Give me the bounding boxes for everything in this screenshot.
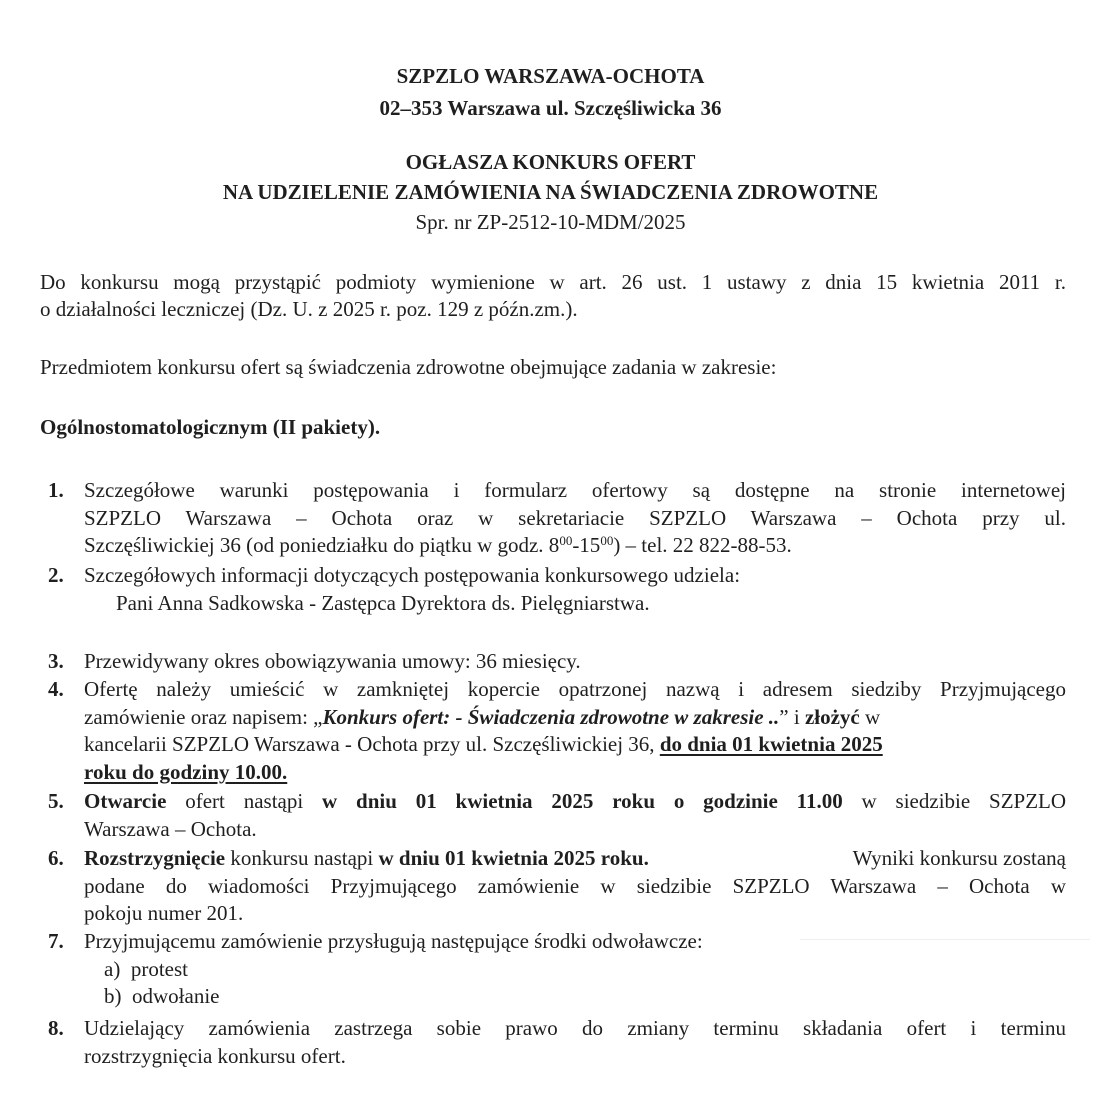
org-address: 02–353 Warszawa ul. Szczęśliwicka 36 (379, 96, 722, 120)
item-4-line3: kancelarii SZPZLO Warszawa - Ochota przy ul. Szczęśliwickiej 36, do dnia 01 kwietnia 2025 (84, 732, 883, 756)
deadline-date: do dnia 01 kwietnia 2025 (659, 732, 883, 756)
notice-title-line1: OGŁASZA KONKURS OFERT (405, 150, 696, 174)
sub-item-b: b) odwołanie (104, 984, 220, 1008)
item-number: 6. (48, 846, 64, 870)
eligibility-line2: o działalności leczniczej (Dz. U. z 2025 r. poz. 129 z późn.zm.). (40, 297, 578, 321)
item-5-line2: Warszawa – Ochota. (84, 816, 257, 841)
envelope-label: Konkurs ofert: - Świadczenia zdrowotne w zakresie .. (322, 704, 780, 729)
item-6-line2: podane do wiadomości Przyjmującego zamówienie w siedzibie SZPZLO Warszawa – Ochota w (84, 873, 1066, 898)
deadline-time: roku do godziny 10.00. (84, 759, 288, 784)
eligibility-paragraph (40, 269, 1066, 323)
case-number: Spr. nr ZP-2512-10-MDM/2025 (415, 210, 686, 234)
item-4-line1: Ofertę należy umieścić w zamkniętej kopercie opatrzonej nazwą i adresem siedziby Przyjmującego (84, 677, 1066, 701)
item-4-line4 (84, 759, 1066, 787)
item-number: 2. (48, 563, 64, 587)
item-3-line1: Przewidywany okres obowiązywania umowy: 36 miesięcy. (84, 649, 581, 673)
item-6-line3: pokoju numer 201. (84, 901, 244, 925)
item-5-line1: Otwarcie ofert nastąpi w dniu 01 kwietnia 2025 roku o godzinie 11.00 w siedzibie SZPZLO (84, 789, 1067, 813)
notice-title-line2: NA UDZIELENIE ZAMÓWIENIA NA ŚWIADCZENIA ZDROWOTNE (222, 180, 879, 204)
opening-date: w dniu 01 kwietnia 2025 roku o godzinie 11.00 (322, 789, 843, 813)
item-1-line1: Szczegółowe warunki postępowania i formularz ofertowy są dostępne na stronie internetowej (84, 478, 1066, 502)
item-number: 1. (48, 478, 64, 502)
resolution-date: w dniu 01 kwietnia 2025 roku. (378, 846, 649, 870)
item-4-line2: zamówienie oraz napisem: „Konkurs ofert: - Świadczenia zdrowotne w zakresie ..” i złożyć w (84, 704, 881, 729)
org-name: SZPZLO WARSZAWA-OCHOTA (396, 64, 705, 88)
item-1-line2: SZPZLO Warszawa – Ochota oraz w sekretariacie SZPZLO Warszawa – Ochota przy ul. (84, 505, 1066, 530)
item-1-line3: Szczęśliwickiej 36 (od poniedziałku do piątku w godz. $8^{00}-15^{00}$) – tel. 22 822-88-53. (84, 533, 792, 557)
item-2-line1: Szczegółowych informacji dotyczących postępowania konkursowego udziela: (84, 563, 741, 587)
item-number: 3. (48, 649, 64, 673)
item-8-line2: rozstrzygnięcia konkursu ofert. (84, 1043, 346, 1068)
item-number: 4. (48, 677, 64, 701)
eligibility-line1: Do konkursu mogą przystąpić podmioty wymienione w art. 26 ust. 1 ustawy z dnia 15 kwietnia 2011 r. (40, 270, 1066, 294)
item-8-line1: Udzielający zamówienia zastrzega sobie prawo do zmiany terminu składania ofert i terminu (84, 1016, 1066, 1040)
contact-person: Pani Anna Sadkowska - Zastępca Dyrektora ds. Pielęgniarstwa. (116, 590, 650, 615)
item-6-line1: Rozstrzygnięcie konkursu nastąpi w dniu 01 kwietnia 2025 roku. Wyniki konkursu zostaną (84, 846, 1066, 870)
sub-item-a: a) protest (104, 956, 188, 981)
subject-paragraph: Przedmiotem konkursu ofert są świadczenia zdrowotne obejmujące zadania w zakresie: (40, 355, 777, 379)
item-number: 7. (48, 929, 64, 953)
item-number: 5. (48, 789, 64, 813)
item-7-line1: Przyjmującemu zamówienie przysługują następujące środki odwoławcze: (84, 929, 703, 953)
item-number: 8. (48, 1016, 64, 1040)
scope-heading: Ogólnostomatologicznym (II pakiety). (40, 415, 381, 439)
